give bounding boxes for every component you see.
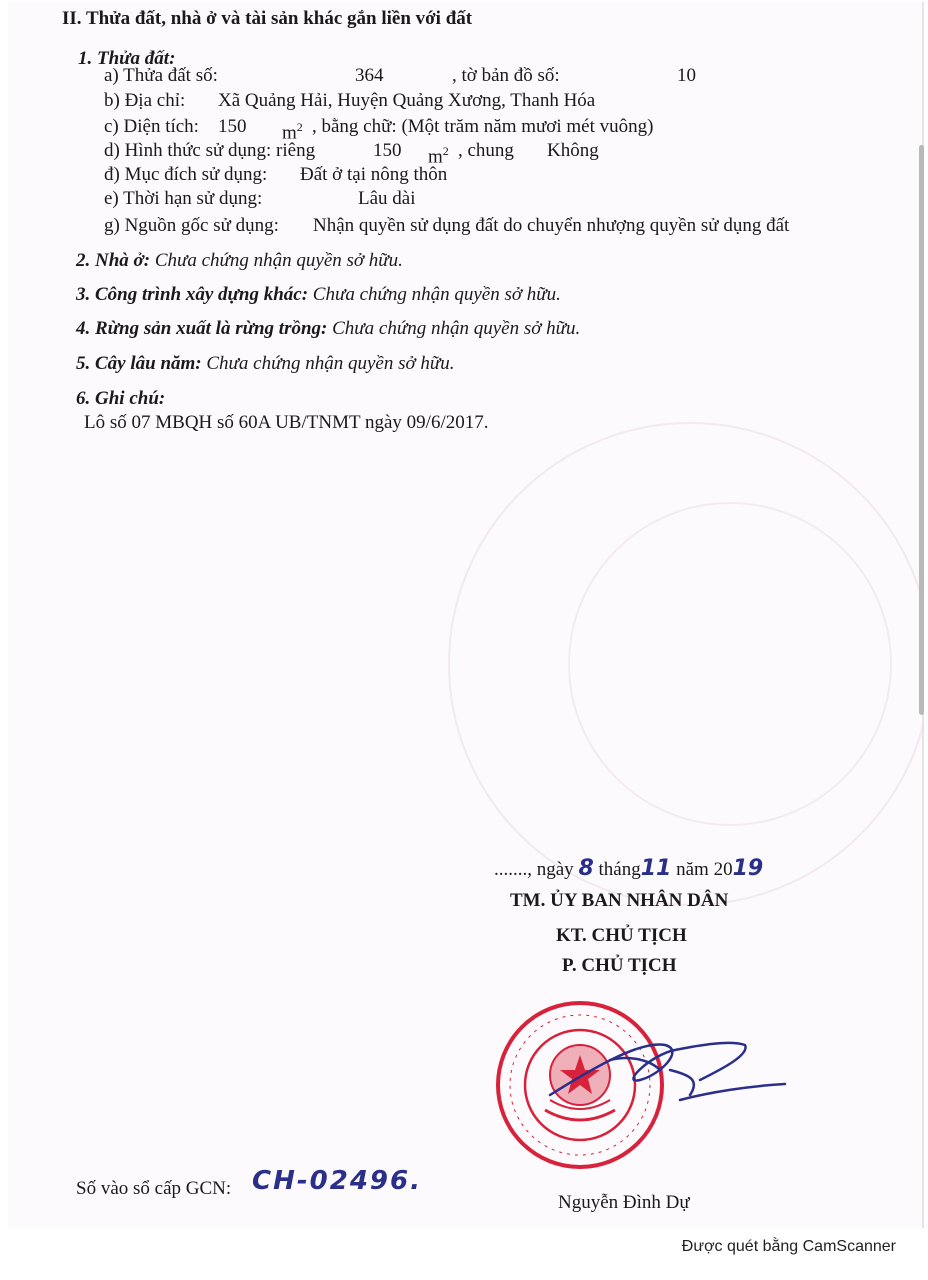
date-year-label: năm: [676, 859, 709, 880]
forest-heading: 4. Rừng sản xuất là rừng trồng:: [76, 318, 328, 339]
notes-heading: 6. Ghi chú:: [76, 388, 166, 409]
usage-shared-value: Không: [547, 140, 599, 161]
address-value: Xã Quảng Hải, Huyện Quảng Xương, Thanh Hóa: [218, 90, 596, 111]
construction-heading: 3. Công trình xây dựng khác:: [76, 284, 309, 305]
date-year-handwritten: 19: [732, 856, 764, 881]
map-sheet-value: 10: [677, 65, 696, 86]
house-heading: 2. Nhà ở:: [76, 250, 151, 271]
term-label: e) Thời hạn sử dụng:: [104, 188, 263, 209]
section-title: II. Thửa đất, nhà ở và tài sản khác gắn liền với đất: [62, 8, 473, 29]
origin-value: Nhận quyền sử dụng đất do chuyển nhượng quyền sử dụng đất: [313, 215, 790, 236]
red-seal-icon: [498, 1003, 662, 1167]
forest-value: Chưa chứng nhận quyền sở hữu.: [332, 318, 581, 339]
area-value: 150: [218, 116, 247, 137]
trees-row: [76, 353, 454, 375]
parcel-number-value: 364: [355, 65, 384, 86]
address-label: b) Địa chỉ:: [104, 90, 186, 111]
date-month: 11: [640, 856, 672, 881]
house-value: Chưa chứng nhận quyền sở hữu.: [154, 250, 403, 271]
area-in-words: , bằng chữ: (Một trăm năm mươi mét vuông): [312, 116, 654, 137]
notes-value: Lô số 07 MBQH số 60A UB/TNMT ngày 09/6/2017.: [84, 412, 489, 433]
parcel-number-label: a) Thửa đất số:: [104, 65, 218, 86]
authority-line3: P. CHỦ TỊCH: [562, 955, 677, 976]
usage-shared-label: , chung: [458, 140, 514, 161]
trees-heading: 5. Cây lâu năm:: [76, 353, 202, 374]
usage-unit: $m^2$: [428, 144, 449, 168]
origin-label: g) Nguồn gốc sử dụng:: [104, 215, 279, 236]
area-unit: $m^2$: [282, 120, 303, 144]
date-prefix: ......., ngày: [494, 859, 574, 880]
camscanner-note: Được quét bằng CamScanner: [681, 1238, 896, 1255]
forest-row: [76, 318, 580, 340]
authority-line2: KT. CHỦ TỊCH: [556, 925, 687, 946]
register-value: CH-02496.: [252, 1166, 422, 1196]
map-sheet-label: , tờ bản đồ số:: [452, 65, 560, 86]
purpose-value: Đất ở tại nông thôn: [300, 164, 448, 185]
term-value: Lâu dài: [358, 188, 416, 209]
usage-private-area: 150: [373, 140, 402, 161]
construction-value: Chưa chứng nhận quyền sở hữu.: [312, 284, 561, 305]
watermark-inner-circle: [568, 502, 892, 826]
signer-name: Nguyễn Đình Dự: [558, 1192, 690, 1213]
purpose-label: đ) Mục đích sử dụng:: [104, 164, 268, 185]
register-label: Số vào sổ cấp GCN:: [76, 1178, 232, 1199]
area-label: c) Diện tích:: [104, 116, 199, 137]
house-row: [76, 250, 403, 272]
authority-line1: TM. ỦY BAN NHÂN DÂN: [510, 890, 729, 911]
scrollbar[interactable]: [919, 145, 924, 715]
official-seal-and-signature: [490, 1000, 790, 1175]
trees-value: Chưa chứng nhận quyền sở hữu.: [206, 353, 455, 374]
date-month-label: tháng: [598, 859, 641, 880]
date-year-printed: 20: [713, 859, 733, 880]
date-day: 8: [578, 856, 594, 881]
land-heading: 1. Thửa đất:: [78, 48, 176, 69]
construction-row: [76, 284, 561, 306]
date-line: [494, 858, 763, 881]
usage-form-label: d) Hình thức sử dụng: riêng: [104, 140, 316, 161]
